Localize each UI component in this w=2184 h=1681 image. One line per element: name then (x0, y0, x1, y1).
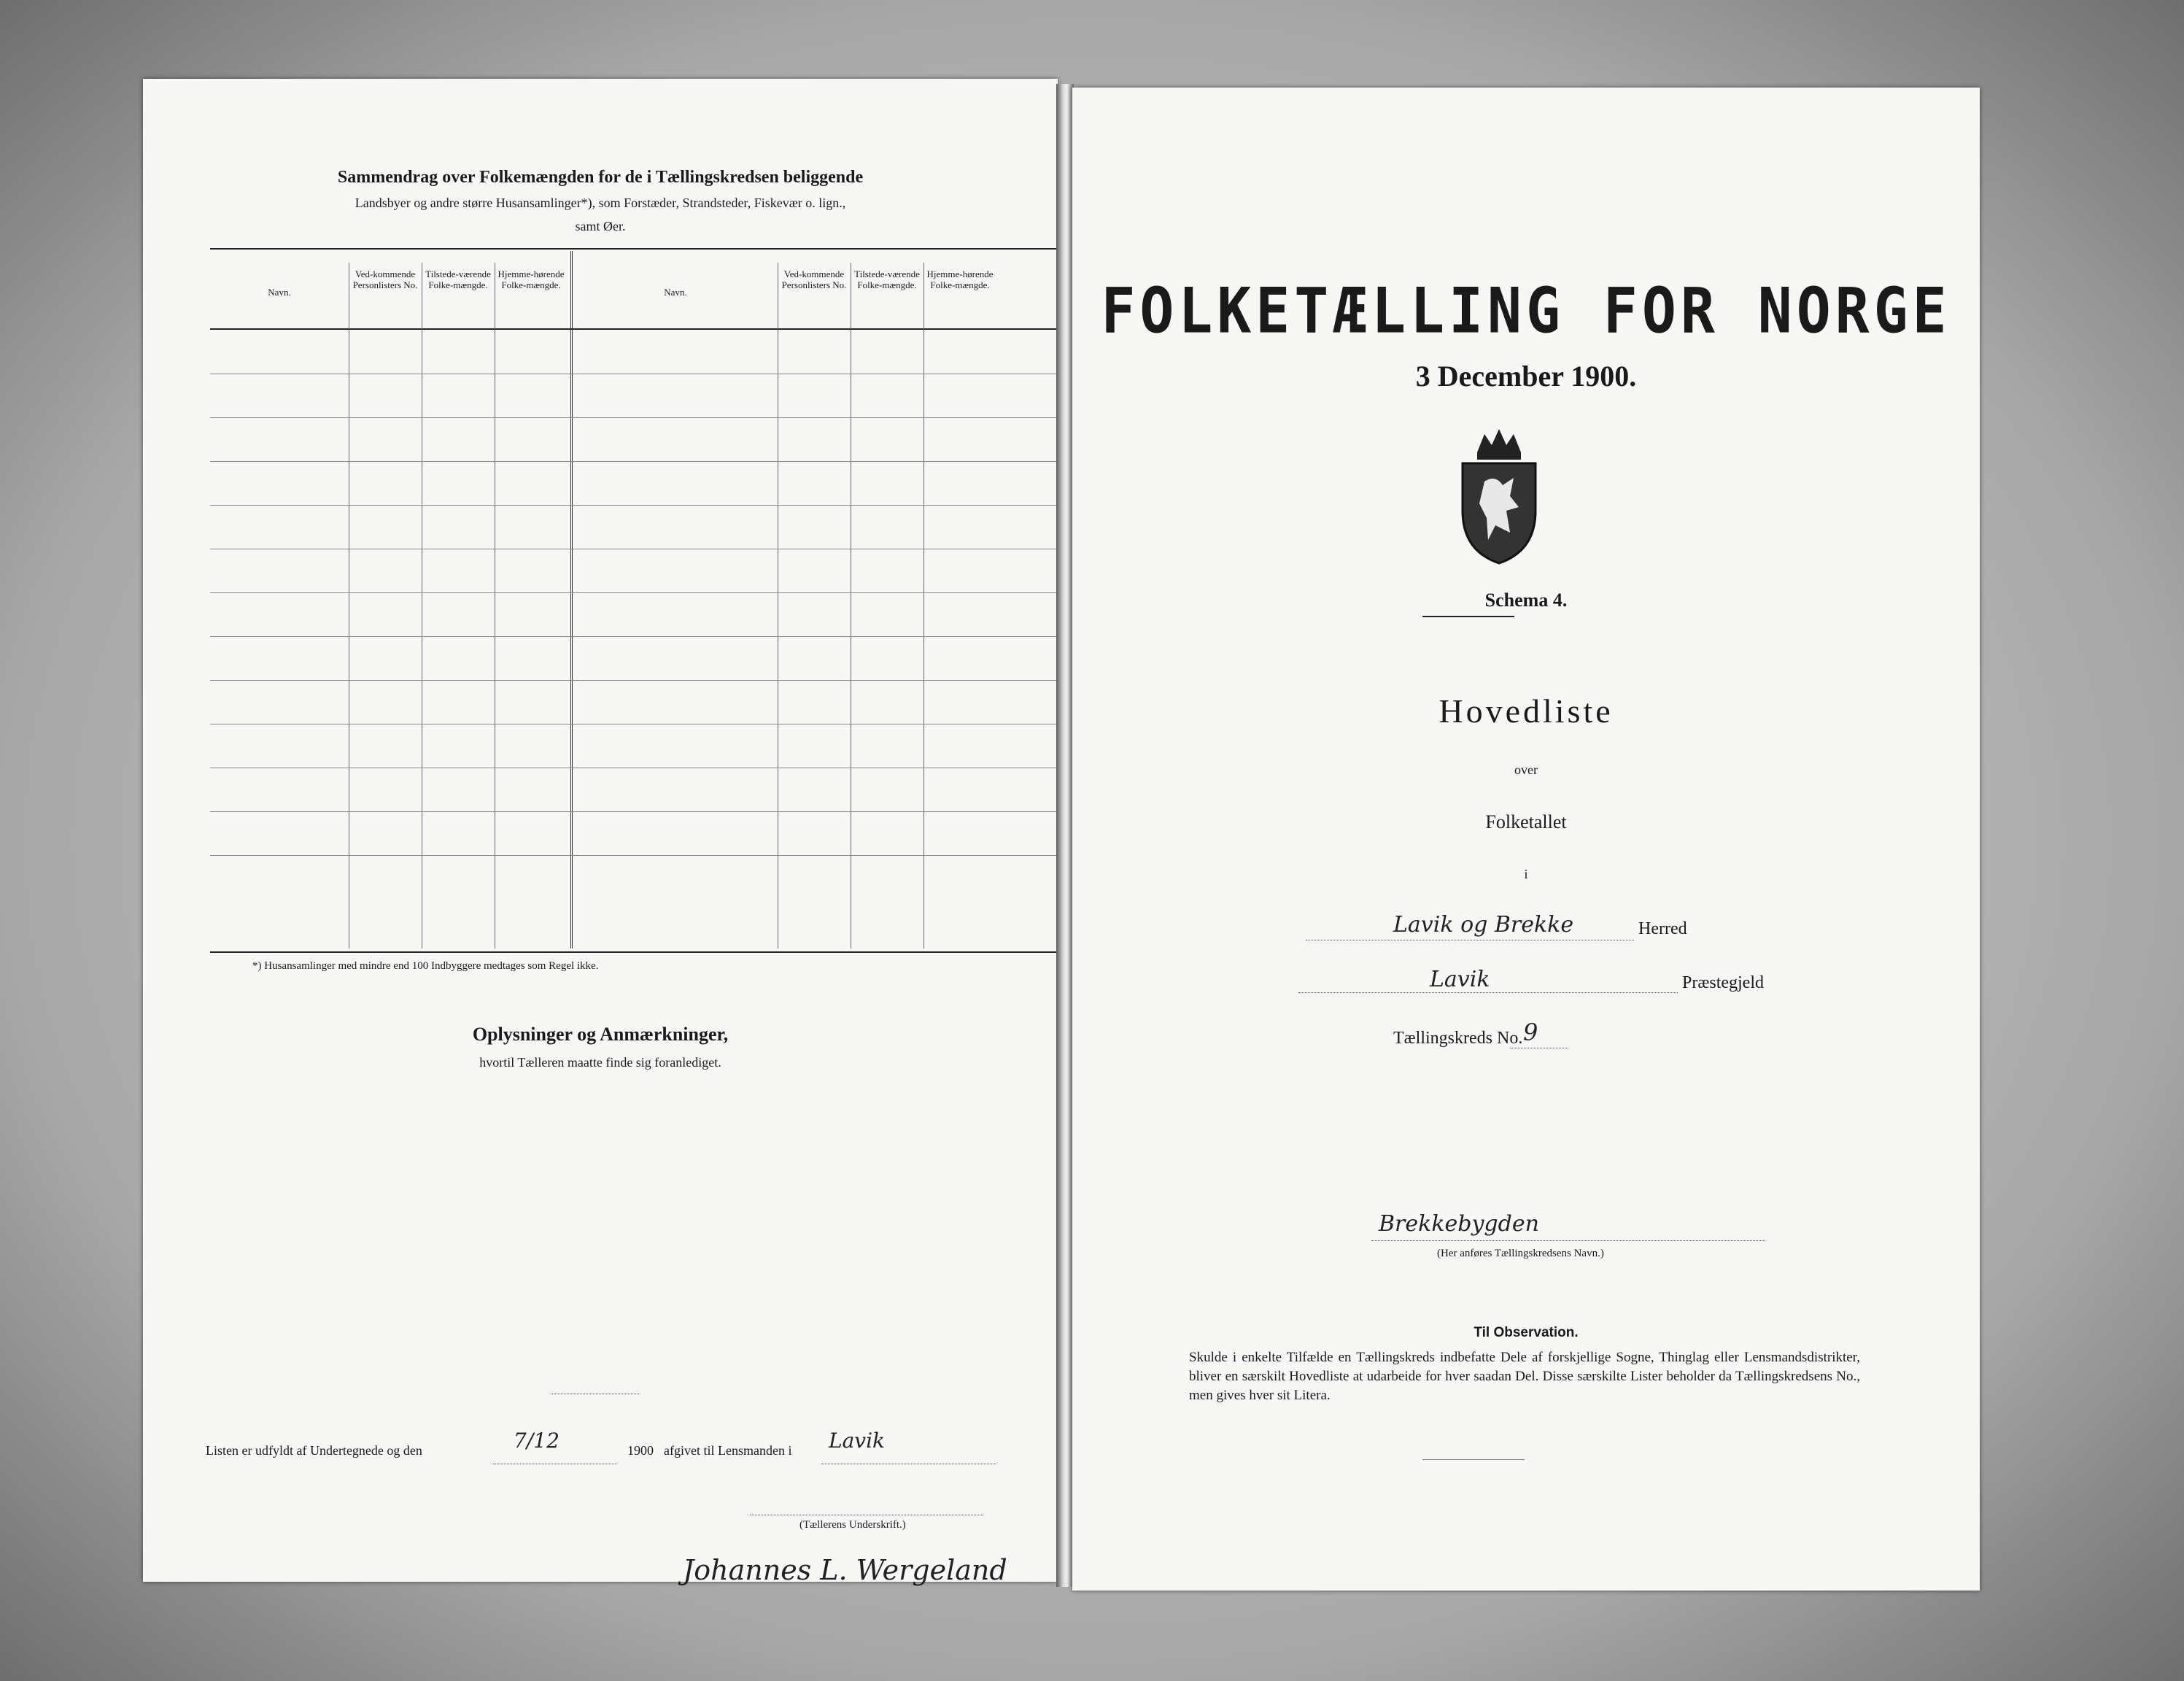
summary-title: Sammendrag over Folkemængden for de i Tællingskredsen beliggende (337, 168, 864, 187)
schema-underline (1422, 616, 1514, 617)
right-page (1072, 88, 1980, 1591)
herred-value: Lavik og Brekke (1393, 912, 1574, 938)
table-bottom-rule (210, 951, 1058, 953)
dotted-rule (1371, 1240, 1765, 1241)
closing-rule (1422, 1459, 1525, 1460)
summary-subtitle-2: samt Øer. (575, 219, 626, 233)
hovedliste-title: Hovedliste (1438, 692, 1614, 730)
oplysninger-subtitle: hvortil Tælleren maatte finde sig foranlediget. (479, 1055, 721, 1070)
col-hjemme-left: Hjemme-hørende Folke-mængde. (497, 268, 565, 290)
folketallet-label: Folketallet (1485, 811, 1567, 832)
table-row (210, 811, 1058, 812)
oplysninger-title: Oplysninger og Anmærkninger, (472, 1024, 729, 1045)
table-row (210, 680, 1058, 681)
dotted-rule (1298, 992, 1678, 993)
sign-place: Lavik (829, 1429, 886, 1453)
census-date: 3 December 1900. (1415, 360, 1637, 393)
col-vedkommende-right: Ved-kommende Personlisters No. (781, 268, 847, 290)
table-center-rule (570, 251, 573, 948)
book-gutter (1056, 84, 1074, 1587)
prestegjeld-label: Præstegjeld (1682, 973, 1764, 992)
table-row (210, 461, 1058, 462)
i-label: i (1524, 867, 1528, 881)
herred-label: Herred (1638, 919, 1687, 938)
col-tilstede-left: Tilstede-værende Folke-mængde. (425, 268, 491, 290)
schema-label: Schema 4. (1484, 590, 1568, 611)
sign-mid: afgivet til Lensmanden i (664, 1443, 792, 1458)
observation-text: Skulde i enkelte Tilfælde en Tællingskreds indbefatte Dele af forskjellige Sogne, Thinglag eller Lensmandsdistrikter, bliver en særskilt Hovedliste at udarbeide for hver saadan Del. Disse særskilte Lister beholder da Tællingskredsens No., men gives hver sit Litera. (1189, 1350, 1860, 1403)
col-navn-left: Navn. (268, 287, 291, 298)
underskrift-label: (Tællerens Underskrift.) (799, 1519, 906, 1531)
sign-prefix: Listen er udfyldt af Undertegnede og den (206, 1443, 422, 1458)
table-row (210, 505, 1058, 506)
over-label: over (1514, 762, 1538, 777)
col-navn-right: Navn. (664, 287, 687, 298)
table-column-rule (923, 263, 924, 948)
table-row (210, 417, 1058, 418)
sign-date: 7/12 (514, 1429, 559, 1453)
kreds-label: Tællingskreds No. (1393, 1029, 1523, 1048)
kreds-value: 9 (1523, 1019, 1538, 1046)
table-row (210, 636, 1058, 637)
kreds-name: Brekkebygden (1379, 1211, 1539, 1237)
table-header-rule (210, 328, 1058, 330)
col-tilstede-right: Tilstede-værende Folke-mængde. (854, 268, 920, 290)
col-vedkommende-left: Ved-kommende Personlisters No. (352, 268, 418, 290)
table-row (210, 855, 1058, 856)
table-top-rule (210, 248, 1058, 250)
sign-year: 1900 (627, 1443, 654, 1458)
signature: Johannes L. Wergeland (683, 1554, 1007, 1586)
observation-title: Til Observation. (1474, 1325, 1579, 1340)
left-page (143, 79, 1058, 1586)
coat-of-arms-icon (1452, 423, 1546, 569)
footnote: *) Husansamlinger med mindre end 100 Indbyggere medtages som Regel ikke. (252, 960, 599, 972)
summary-subtitle: Landsbyer og andre større Husansamlinger*), som Forstæder, Strandsteder, Fiskevær o. lign., (355, 196, 846, 210)
table-row (210, 592, 1058, 593)
col-hjemme-right: Hjemme-hørende Folke-mængde. (926, 268, 994, 290)
main-title: FOLKETÆLLING FOR NORGE (1101, 275, 1951, 348)
prestegjeld-value: Lavik (1430, 967, 1490, 992)
kreds-name-label: (Her anføres Tællingskredsens Navn.) (1437, 1248, 1604, 1259)
